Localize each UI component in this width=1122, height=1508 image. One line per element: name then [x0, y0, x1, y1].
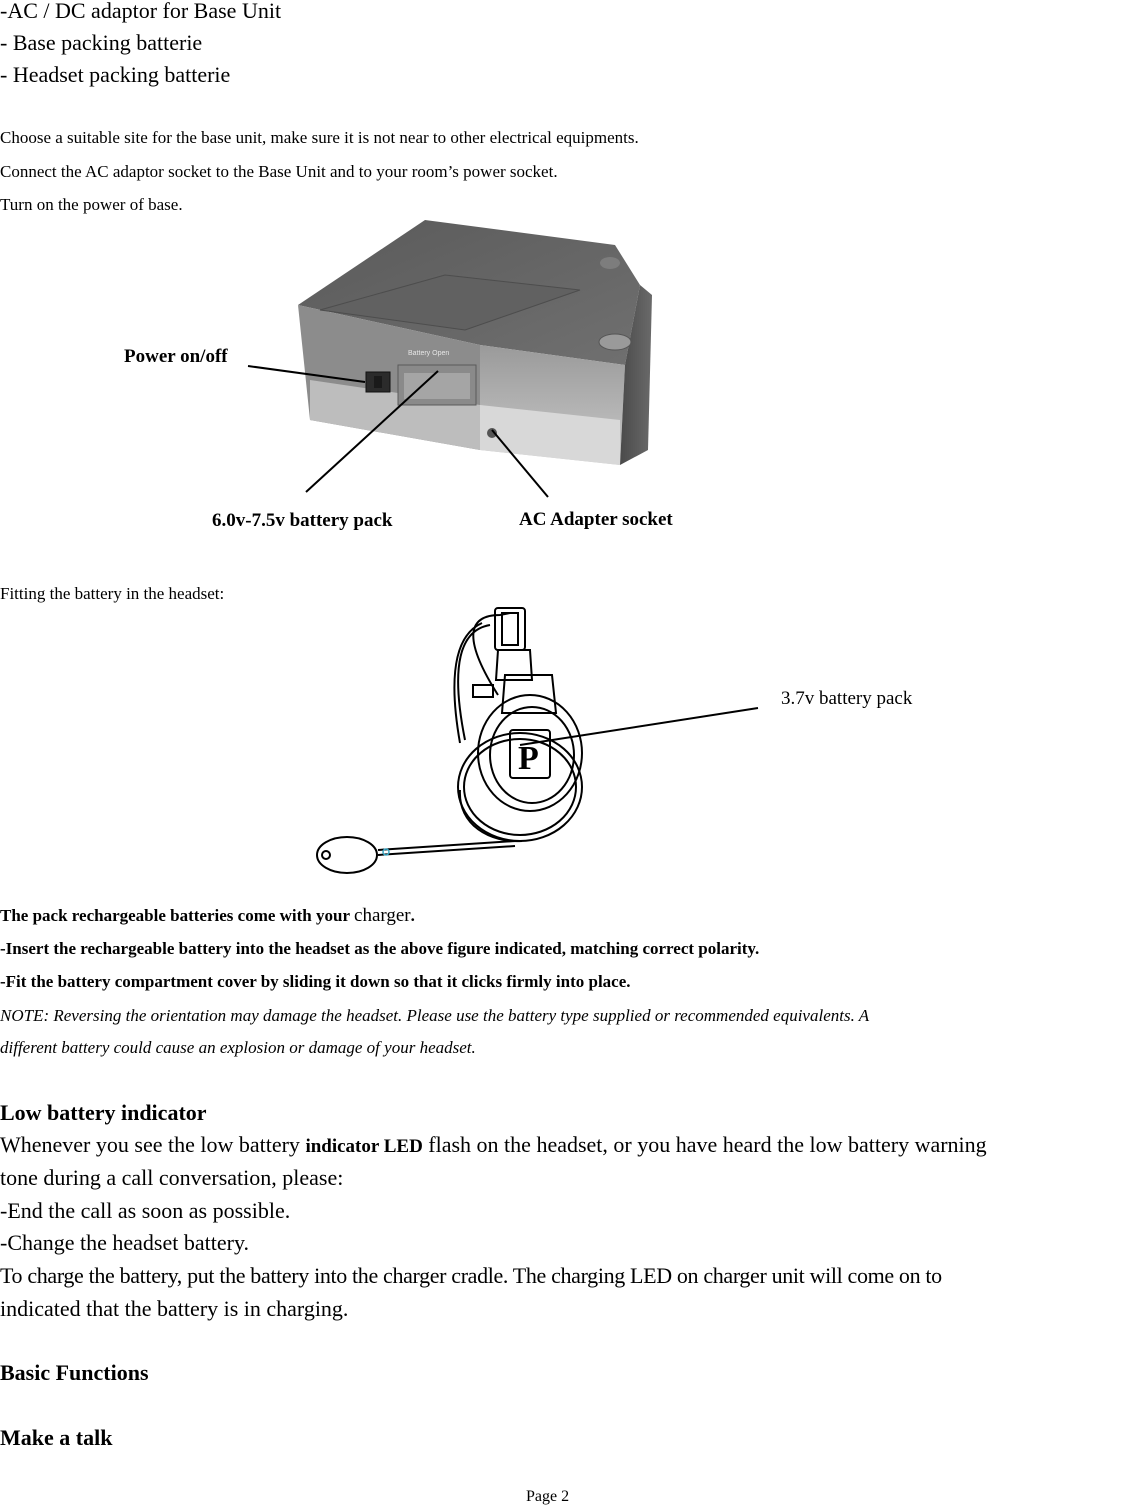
list-item-base-battery: - Base packing batterie: [0, 30, 203, 55]
instruction-insert-battery: -Insert the rechargeable battery into the headset as the above figure indicated, matching correct polarity.: [0, 939, 760, 958]
instructions-intro-charger: charger: [354, 905, 411, 926]
low-battery-step-end-call: -End the call as soon as possible.: [0, 1198, 291, 1223]
basic-functions-heading: Basic Functions: [0, 1360, 149, 1385]
instructions-intro-bold: The pack rechargeable batteries come with your: [0, 906, 351, 925]
label-base-battery-pack: 6.0v-7.5v battery pack: [212, 510, 393, 531]
make-a-talk-heading: Make a talk: [0, 1425, 113, 1450]
low-battery-p1-start: Whenever you see the low battery: [0, 1132, 300, 1157]
page-number: Page 2: [526, 1488, 570, 1505]
note-line-2: different battery could cause an explosion or damage of your headset.: [0, 1038, 476, 1057]
battery-cover-letter: P: [518, 740, 539, 777]
label-ac-adapter-socket: AC Adapter socket: [519, 509, 673, 530]
instruction-fit-cover: -Fit the battery compartment cover by sliding it down so that it clicks firmly into place.: [0, 972, 631, 991]
low-battery-paragraph-line-2: tone during a call conversation, please:: [0, 1165, 344, 1190]
headset-section-heading: Fitting the battery in the headset:: [0, 584, 225, 603]
instructions-intro-period: .: [410, 906, 415, 925]
label-headset-battery-pack: 3.7v battery pack: [781, 688, 913, 709]
low-battery-heading: Low battery indicator: [0, 1100, 207, 1125]
setup-step-connect: Connect the AC adaptor socket to the Base Unit and to your room’s power socket.: [0, 162, 558, 181]
list-item-adaptor: -AC / DC adaptor for Base Unit: [0, 0, 282, 23]
low-battery-p1-led: indicator LED: [305, 1136, 423, 1157]
charge-paragraph-line-1: To charge the battery, put the battery into the charger cradle. The charging LED on charger unit will come on to: [0, 1263, 942, 1288]
setup-step-power: Turn on the power of base.: [0, 195, 183, 214]
note-line-1: NOTE: Reversing the orientation may damage the headset. Please use the battery type supplied or recommended equivalents. A: [0, 1006, 870, 1025]
instructions-intro: [0, 905, 415, 927]
label-power-on-off: Power on/off: [124, 346, 228, 367]
low-battery-paragraph-line-1: [0, 1132, 987, 1158]
low-battery-p1-end: flash on the headset, or you have heard the low battery warning: [428, 1132, 987, 1157]
base-panel-text: Battery Open: [408, 350, 450, 357]
low-battery-step-change-battery: -Change the headset battery.: [0, 1230, 250, 1255]
setup-step-site: Choose a suitable site for the base unit, make sure it is not near to other electrical equipments.: [0, 128, 639, 147]
list-item-headset-battery: - Headset packing batterie: [0, 62, 231, 87]
charge-paragraph-line-2: indicated that the battery is in charging.: [0, 1296, 349, 1321]
headset-illustration: [310, 605, 600, 890]
